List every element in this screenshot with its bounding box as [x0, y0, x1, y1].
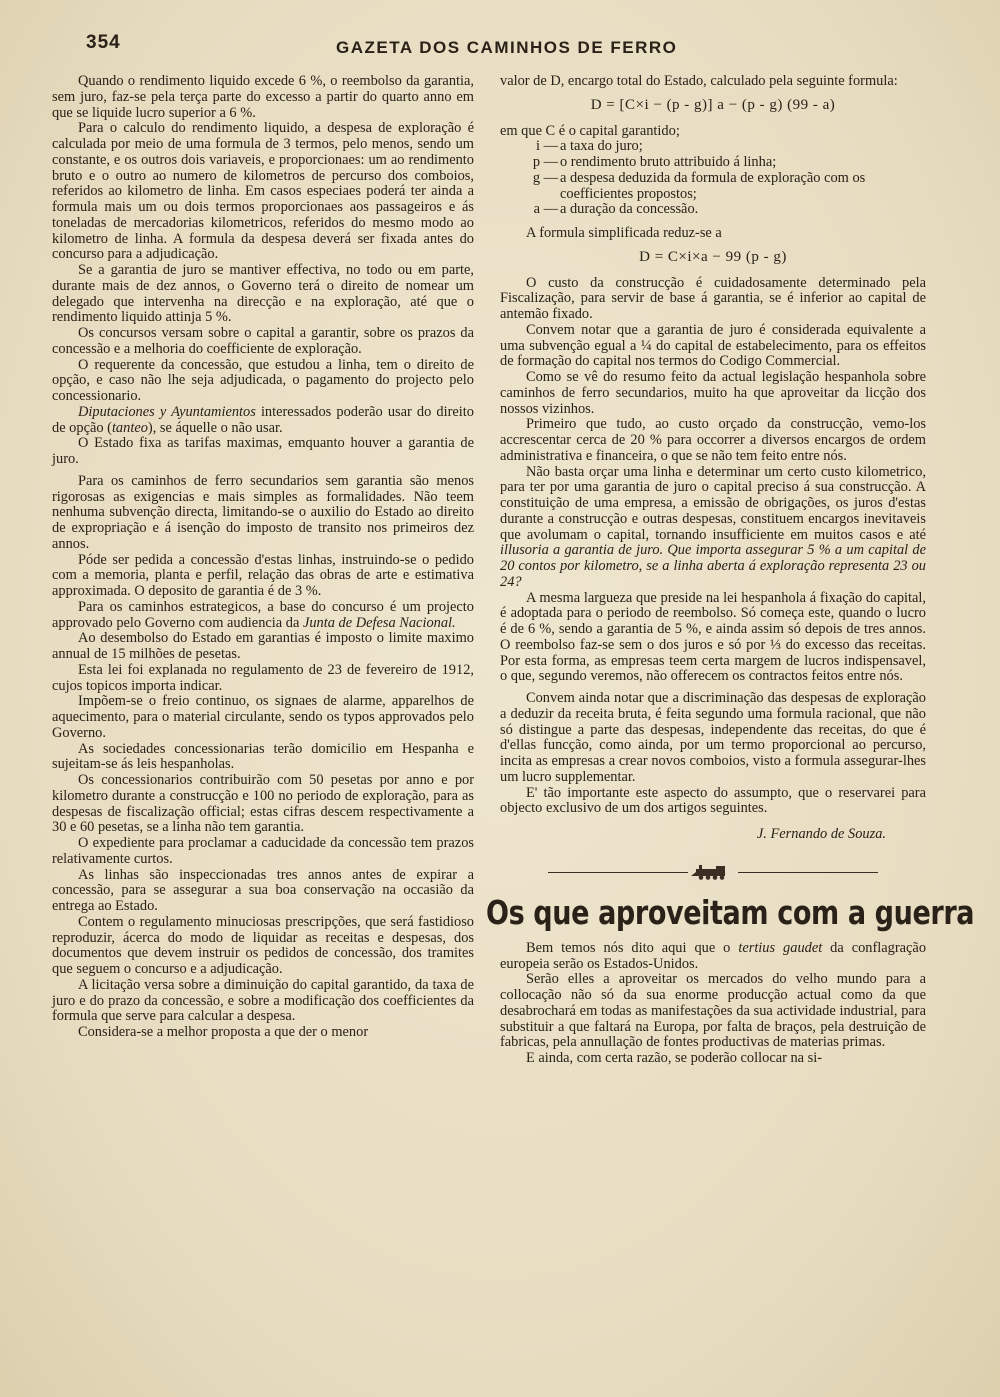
- paragraph: Contem o regulamento minuciosas prescripções, que será fastidioso reproduzir, ácerca do modo de liquidar as receitas e despesas, dos documentos que devem instruir os pedidos de concessão, dos tramites que seguem o concurso e a adjudicação.: [52, 913, 474, 977]
- journal-title: GAZETA DOS CAMINHOS DE FERRO: [336, 38, 678, 57]
- text: Não basta orçar uma linha e determinar um certo custo kilometrico, para ter por uma garantia de juro o capital preciso á sua construcção. A constituição de uma empresa, a emissão de obrigações, os juros d'estas durante a construcção e outras despesas, constituem encargos inevitaveis que avolumam o capital, tornando insufficiente em muitos casos e até: [500, 463, 926, 543]
- paragraph: Póde ser pedida a concessão d'estas linhas, instruindo-se o pedido com a memoria, planta e perfil, relação das obras de arte e estimativa approximada. O deposito de garantia é de 3 %.: [52, 551, 474, 599]
- paragraph: Quando o rendimento liquido excede 6 %, o reembolso da garantia, sem juro, faz-se pela terça parte do excesso a partir do quarto anno em que se liquide lucro superior a 6 %.: [52, 73, 474, 121]
- paragraph: E ainda, com certa razão, se poderão collocar na si-: [526, 1050, 823, 1066]
- formula: D = C×i×a − 99 (p - g): [639, 248, 787, 265]
- paragraph: As linhas são inspeccionadas tres annos antes de expirar a concessão, para se assegurar a sua boa conservação na occasião da entrega ao Estado.: [52, 866, 474, 914]
- paragraph: O Estado fixa as tarifas maximas, emquanto houver a garantia de juro.: [52, 435, 474, 467]
- definition-item: a — a duração da concessão.: [533, 201, 699, 218]
- right-column: [486, 73, 975, 1067]
- text: ), se áquelle o não usar.: [147, 419, 283, 436]
- left-column: [52, 74, 474, 1041]
- definition-item: i — a taxa do juro;: [536, 138, 643, 155]
- paragraph: A mesma largueza que preside na lei hespanhola á fixação do capital, é adoptada para o periodo de reembolso. Só começa este, quando o lucro é de 6 %, sendo a garantia de 5 %, e ainda assim só depois de tres annos. O reembolso faz-se sem o dos juros e só por ⅓ do excesso das receitas. Por esta forma, as empresas teem certa margem de lucros indispensavel, o que, segundo veremos, não offerecem os contractos feitos entre nós.: [500, 589, 926, 685]
- text: interessados poderão usar do direito de opção (: [52, 403, 474, 436]
- text: Bem temos nós dito aqui que o: [526, 939, 739, 956]
- paragraph: Convem ainda notar que a discriminação das despesas de exploração a deduzir da receita bruta, é feita segundo uma formula racional, que não só distingue a parte das despesas, independente das receitas, do que é d'ellas funcção, como ainda, por um termo proporcional ao percurso, incita as empresas a crear novos comboios, visto a formula assegurar-lhes um lucro supplementar.: [500, 690, 926, 785]
- italic-text: Junta de Defesa Nacional.: [302, 614, 456, 631]
- paragraph: Para o calculo do rendimento liquido, a despesa de exploração é calculada por meio de uma formula de 3 termos, pelo menos, sendo um constante, e os outros dois variaveis, e proporcionaes: um ao rendimento bruto e o outro ao numero de kilometros de percurso dos comboios, referidos ao kilometro de linha. Em casos especiaes poderá ter ainda a formula mais um ou dois termos proporcionaes aos passageiros e ás toneladas de mercadorias kilometricos, referidos do mesmo modo ao kilometro de linha. A formula da despesa deverá ser fixada antes do concurso para a adjudicação.: [52, 120, 474, 263]
- paragraph: [500, 465, 926, 591]
- definition-item: p — o rendimento bruto attribuido á linha;: [532, 154, 777, 170]
- paragraph: O custo da construcção é cuidadosamente determinado pela Fiscalização, para servir de base á garantia, se é inferior ao capital de antemão fixado.: [500, 274, 926, 322]
- definition-item: g — a despesa deduzida da formula de exploração com os coefficientes propostos;: [532, 169, 866, 202]
- paragraph: A licitação versa sobre a diminuição do capital garantido, da taxa de juro e do prazo da concessão, e sobre a modificação dos coefficientes da formula que serve para calcular a despesa.: [52, 976, 474, 1025]
- paragraph: Serão elles a aproveitar os mercados do velho mundo para a collocação não só da sua enorme producção actual como da que desabrochará em todas as manifestações da sua actividade industrial, para substituir a que faltará na Europa, por falta de braços, pela destruição de fabricas, pela annullação de fontes productivas de materias primas.: [500, 971, 926, 1051]
- italic-text: illusoria a garantia de juro. Que importa assegurar 5 % a um capital de 20 contos por kilometro, se a linha aberta á exploração representa 23 ou 24?: [500, 542, 926, 590]
- paragraph: Os concursos versam sobre o capital a garantir, sobre os prazos da concessão e a melhoria do coefficiente de exploração.: [52, 325, 474, 357]
- italic-text: tanteo: [111, 419, 148, 436]
- locomotive-ornament-icon: [688, 863, 738, 881]
- author-signature: J. Fernando de Souza.: [756, 826, 886, 842]
- article-title: Os que aproveitam com a guerra: [486, 892, 975, 932]
- paragraph: [500, 941, 926, 973]
- formula: D = [C×i − (p - g)] a − (p - g) (99 - a): [590, 96, 836, 113]
- page-header: [86, 30, 960, 64]
- paragraph: Impõem-se o freio continuo, os signaes de alarme, apparelhos de aquecimento, para o material circulante, sendo os typos approvados pelo Governo.: [52, 693, 474, 741]
- text: da conflagração europeia serão os Estados-Unidos.: [500, 939, 927, 972]
- paragraph: Para os caminhos de ferro secundarios sem garantia são menos rigorosas as exigencias e mais simples as formalidades. Não teem nenhuma subvenção directa, limitando-se o auxilio do Estado ao direito de expropriação e á isenção do imposto de transito nos primeiros dez annos.: [52, 472, 474, 552]
- paragraph: Considera-se a melhor proposta a que der o menor: [78, 1024, 369, 1040]
- paragraph: A formula simplificada reduz-se a: [526, 225, 722, 241]
- paragraph: Os concessionarios contribuirão com 50 pesetas por anno e por kilometro durante a construcção e 100 no periodo de exploração, para as despesas de fiscalização official; estas cifras descem respectivamente a 30 e 60 pesetas, se a linha não tem garantia.: [52, 772, 474, 836]
- paragraph: Primeiro que tudo, ao custo orçado da construcção, vemo-los accrescentar cerca de 20 % para occorrer a diversos encargos de ordem administrativa e financeira, o que se não tem feito entre nós.: [500, 416, 926, 464]
- paragraph: Convem notar que a garantia de juro é considerada equivalente a uma subvenção egual a ¼ do capital de estabelecimento, para os effeitos de formação do capital nos termos do Codigo Commercial.: [500, 321, 926, 370]
- page-number: 354: [86, 32, 121, 53]
- definitions-intro: em que C é o capital garantido;: [500, 122, 680, 139]
- paragraph: As sociedades concessionarias terão domicilio em Hespanha e sujeitam-se ás leis hespanholas.: [52, 740, 474, 773]
- paragraph: O expediente para proclamar a caducidade da concessão tem prazos relativamente curtos.: [52, 835, 474, 867]
- formula-definitions: [500, 124, 926, 219]
- paragraph: [52, 600, 474, 632]
- paragraph: Se a garantia de juro se mantiver effectiva, no todo ou em parte, durante mais de dez annos, o Governo terá o direito de nomear um delegado que intervenha na direcção e na exploração, até que o rendimento liquido attinja 5 %.: [52, 262, 474, 326]
- italic-text: Diputaciones y Ayuntamientos: [78, 403, 256, 420]
- paragraph: Esta lei foi explanada no regulamento de 23 de fevereiro de 1912, cujos topicos importa indicar.: [52, 661, 474, 694]
- text: Para os caminhos estrategicos, a base do concurso é um projecto approvado pelo Governo com audiencia da: [52, 598, 474, 631]
- paragraph: E' tão importante este aspecto do assumpto, que o reservarei para objecto exclusivo de um dos artigos seguintes.: [500, 784, 926, 817]
- paragraph: Como se vê do resumo feito da actual legislação hespanhola sobre caminhos de ferro secundarios, muito ha que aproveitar da licção dos nossos vizinhos.: [500, 369, 926, 417]
- paragraph: [52, 405, 474, 437]
- paragraph: valor de D, encargo total do Estado, calculado pela seguinte formula:: [500, 73, 898, 89]
- italic-text: tertius gaudet: [738, 939, 823, 956]
- paragraph: Ao desembolso do Estado em garantias é imposto o limite maximo annual de 15 milhões de pesetas.: [52, 630, 474, 662]
- section-divider: [548, 863, 878, 881]
- paragraph: O requerente da concessão, que estudou a linha, tem o direito de opção, e caso não lhe seja adjudicada, o pagamento do projecto pelo concessionario.: [52, 356, 474, 404]
